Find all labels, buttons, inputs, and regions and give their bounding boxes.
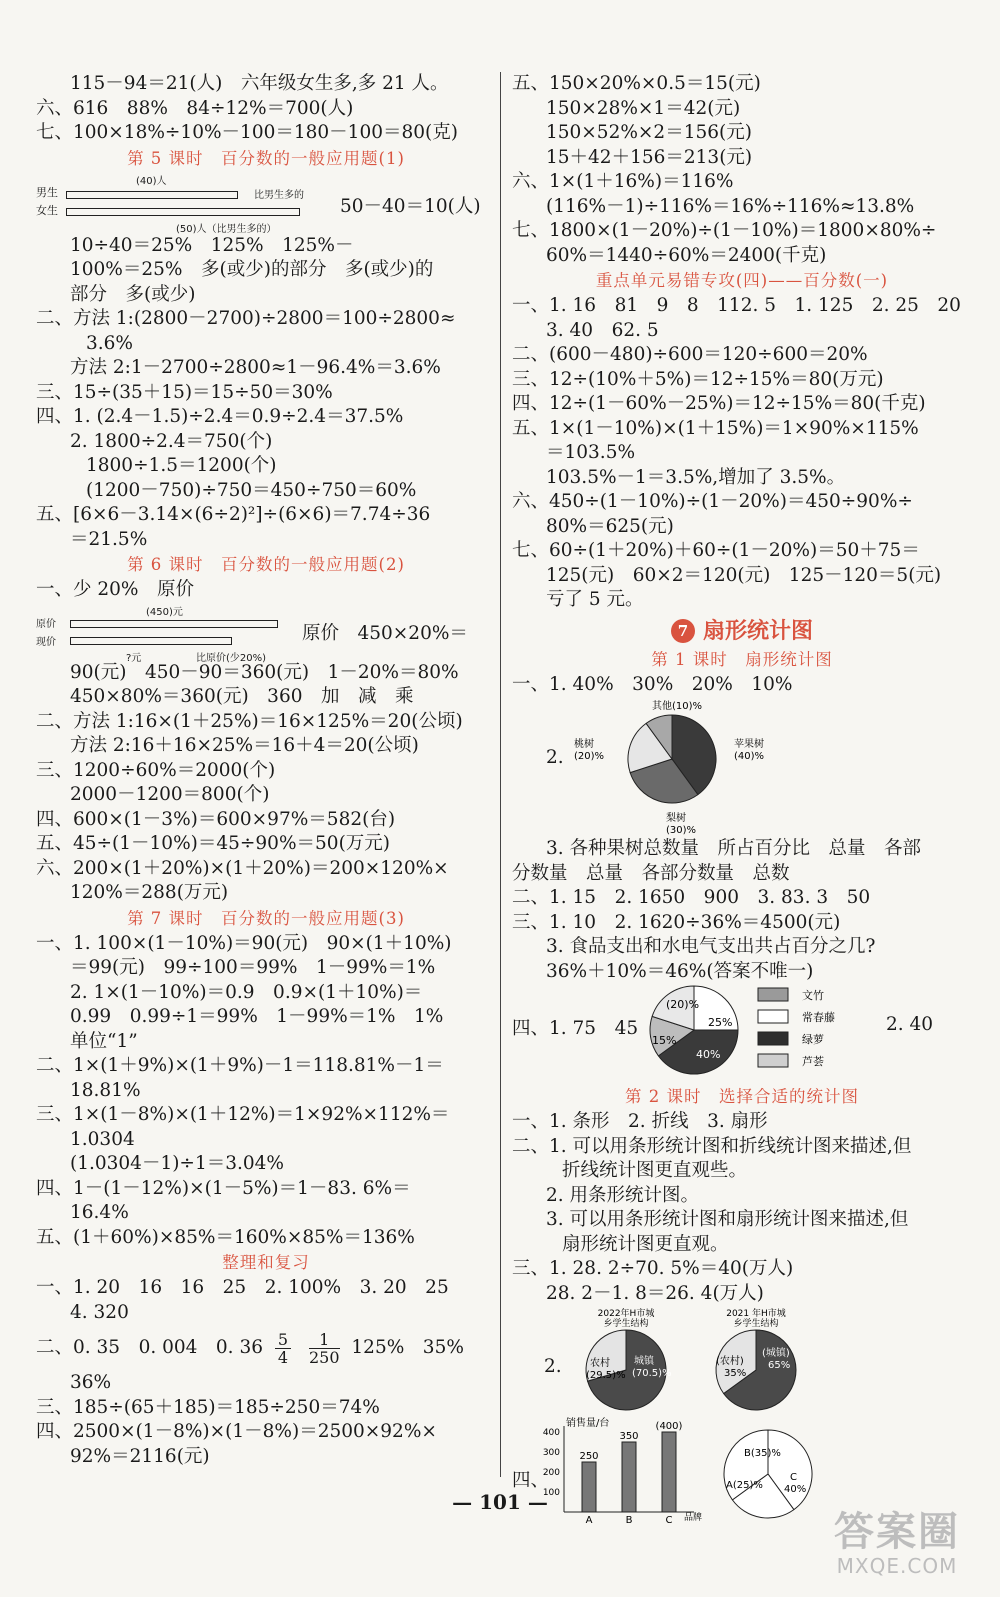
answer-line: 3. 40 62. 5: [546, 319, 659, 341]
answer-line: 二、1. 15 2. 1650 900 3. 83. 3 50: [512, 887, 871, 908]
diagram-label: 女生: [36, 203, 58, 217]
answer-line-fractions: [36, 1325, 496, 1371]
answer-line: 15＋42＋156＝213(元): [546, 146, 753, 168]
answer-line: 2000－1200＝800(个): [70, 784, 270, 805]
lesson-heading-5: 第 5 课时 百分数的一般应用题(1): [127, 148, 405, 168]
answer-line: 扇形统计图更直观。: [562, 1233, 729, 1255]
pie-label-peach: 桃树: [574, 739, 594, 750]
lesson-heading-1: 第 1 课时 扇形统计图: [651, 649, 833, 669]
diagram-label: (50)人（比男生多的）: [176, 223, 277, 235]
lesson-heading-2: 第 2 课时 选择合适的统计图: [625, 1087, 859, 1106]
answer-line: 方法 2:16＋16×25%＝16＋4＝20(公顷): [70, 735, 419, 756]
answer-line: 折线统计图更直观些。: [562, 1160, 748, 1181]
pie-title: 乡学生结构: [603, 1319, 649, 1329]
fraction: [309, 1331, 340, 1366]
pie-value-peach: (20)%: [574, 751, 605, 762]
y-tick-label: 400: [542, 1428, 560, 1438]
answer-line: 部分 多(或少): [70, 283, 196, 305]
answer-line: 10÷40＝25% 125% 125%－: [70, 234, 354, 256]
answer-line: 四、600×(1－3%)＝600×97%＝582(台): [36, 808, 396, 830]
fruit-tree-pie-chart: [562, 697, 862, 837]
diagram-label: 现价: [36, 636, 56, 648]
answer-line: (1200－750)÷750＝450÷750＝60%: [86, 479, 417, 501]
pie-slices: [628, 715, 716, 803]
answer-line: 3. 可以用条形统计图和扇形统计图来描述,但: [546, 1209, 909, 1230]
segment-diagram-5: [36, 172, 496, 234]
diagram-label: ?元: [126, 652, 142, 664]
answer-line: 二、方法 1:(2800－2700)÷2800＝100÷2800≈: [36, 308, 456, 329]
answer-line: 120%＝288(万元): [70, 882, 229, 903]
fraction: [275, 1331, 291, 1366]
legend-swatch: [758, 1054, 788, 1067]
answer-line: 三、1. 28. 2÷70. 5%＝40(万人): [512, 1258, 794, 1279]
pie-value: (20)%: [666, 998, 700, 1011]
answer-line: 100%＝25% 多(或少)的部分 多(或少)的: [70, 259, 434, 280]
answer-line: 四、2500×(1－8%)×(1－8%)＝2500×92%×: [36, 1421, 437, 1442]
answer-line: 4. 320: [70, 1301, 129, 1323]
plant-pie-figure: [512, 984, 972, 1084]
pie-value-urban: (70.5)%: [632, 1368, 672, 1379]
page-number: — 101 —: [452, 1490, 548, 1514]
right-column: [512, 72, 972, 1528]
segment-diagram-6: [36, 603, 496, 664]
plant-pie-chart: [642, 984, 902, 1080]
answer-line: 三、185÷(65＋185)＝185÷250＝74%: [36, 1396, 380, 1418]
answer-line: 一、少 20% 原价: [36, 579, 195, 600]
bar-value-label: 250: [579, 1451, 599, 1462]
answer-line: 四、1. (2.4－1.5)÷2.4＝0.9÷2.4＝37.5%: [36, 406, 404, 427]
pie-value-apple: (40)%: [734, 751, 765, 762]
lesson-heading-6: 第 6 课时 百分数的一般应用题(2): [127, 555, 405, 574]
pie-label-c: C: [790, 1472, 797, 1483]
answer-line: 150×28%×1＝42(元): [546, 97, 741, 119]
answer-line: 三、1200÷60%＝2000(个): [36, 759, 276, 781]
y-tick-label: 100: [542, 1488, 560, 1498]
fraction-numerator: 1: [309, 1331, 340, 1349]
answer-line: 五、[6×6－3.14×(6÷2)²]÷(6×6)＝7.74÷36: [36, 504, 431, 525]
pie-label-urban: 城镇: [634, 1356, 654, 1367]
answer-line: ＝103.5%: [546, 442, 636, 463]
item-number: 四、: [512, 1470, 550, 1491]
diagram-bar: [66, 191, 238, 199]
pie-label-rural: 农村: [590, 1358, 610, 1369]
answer-line: 一、1. 条形 2. 折线 3. 扇形: [512, 1111, 768, 1132]
fraction-numerator: 5: [275, 1331, 291, 1349]
answer-line: 2. 1800÷2.4＝750(个): [70, 430, 273, 452]
answer-line: 92%＝2116(元): [70, 1445, 210, 1467]
pie-label-apple: 苹果树: [734, 739, 764, 750]
answer-text: 原价 450×20%＝: [302, 622, 468, 644]
fraction-denominator: 4: [277, 1347, 289, 1367]
pie-value: 25%: [708, 1016, 733, 1029]
legend-label: 芦荟: [802, 1055, 824, 1068]
y-tick-label: 300: [542, 1448, 560, 1458]
pie-value-pear: (30)%: [666, 825, 697, 836]
answer-line: 150×52%×2＝156(元): [546, 122, 752, 143]
answer-line: 七、60÷(1＋20%)＋60÷(1－20%)＝50＋75＝: [512, 540, 920, 561]
answer-line: 0.99 0.99÷1＝99% 1－99%＝1% 1%: [70, 1006, 444, 1027]
pie-label-other: 其他(10)%: [652, 701, 703, 712]
watermark-text: 答案圈: [834, 1509, 960, 1555]
answer-line: 一、1. 16 81 9 8 112. 5 1. 125 2. 25 20: [512, 295, 961, 316]
answer-text: 125% 35%: [351, 1337, 464, 1358]
answer-line: ＝99(元) 99÷100＝99% 1－99%＝1%: [70, 957, 436, 978]
left-column: [36, 72, 496, 1469]
answer-line: 103.5%－1＝3.5%,增加了 3.5%。: [546, 466, 846, 488]
fruit-tree-pie-figure: [512, 697, 972, 837]
answer-line: 亏了 5 元。: [546, 589, 644, 610]
answer-text: 四、1. 75 45: [512, 1018, 639, 1039]
fraction-denominator: 250: [308, 1347, 340, 1367]
student-structure-pie-charts: [562, 1306, 902, 1416]
answer-line: 2. 用条形统计图。: [546, 1184, 700, 1206]
diagram-bar: [66, 208, 300, 216]
answer-line: 二、1. 可以用条形统计图和折线统计图来描述,但: [512, 1135, 912, 1157]
diagram-label: 比原价(少20%): [196, 652, 267, 664]
answer-line: (116%－1)÷116%＝16%÷116%≈13.8%: [546, 195, 915, 217]
answer-line: 18.81%: [70, 1079, 141, 1101]
answer-line: 3.6%: [86, 332, 133, 354]
answer-line: ＝21.5%: [70, 528, 148, 550]
answer-line: 115－94＝21(人) 六年级女生多,多 21 人。: [70, 73, 449, 94]
answer-line: 单位“1”: [70, 1030, 138, 1052]
pie-value: 15%: [652, 1034, 677, 1047]
answer-line: 36%＋10%＝46%(答案不唯一): [546, 960, 814, 982]
error-topic-heading: 重点单元易错专攻(四)——百分数(一): [595, 271, 889, 290]
answer-line: 二、1×(1＋9%)×(1＋9%)－1＝118.81%－1＝: [36, 1055, 444, 1076]
answer-line: 分数量 总量 各部分数量 总数: [512, 862, 790, 884]
answer-line: 七、100×18%÷10%－100＝180－100＝80(克): [36, 122, 458, 143]
answer-line: 3. 各种果树总数量 所占百分比 总量 各部: [546, 838, 922, 859]
diagram-bar: [70, 637, 232, 645]
legend-swatch: [758, 1010, 788, 1023]
answer-line: 16.4%: [70, 1202, 129, 1223]
unit-number-badge: 7: [671, 619, 695, 643]
lesson-heading-7: 第 7 课时 百分数的一般应用题(3): [127, 908, 405, 928]
answer-line: 一、1. 20 16 16 25 2. 100% 3. 20 25: [36, 1277, 449, 1298]
answer-line: 二、方法 1:16×(1＋25%)＝16×125%＝20(公顷): [36, 710, 463, 732]
watermark-url: MXQE.COM: [836, 1554, 958, 1578]
answer-line: 80%＝625(元): [546, 515, 674, 537]
diagram-label: 男生: [36, 185, 58, 199]
answer-line: 五、1×(1－10%)×(1＋15%)＝1×90%×115%: [512, 417, 919, 439]
answer-text: 2. 40: [886, 1014, 934, 1035]
pie-label-pear: 梨树: [666, 813, 686, 824]
pie-title: 2021 年H市城: [726, 1309, 786, 1319]
diagram-bar: [70, 620, 278, 628]
answer-line: 125(元) 60×2＝120(元) 125－120＝5(元): [546, 564, 942, 586]
answer-line: 60%＝1440÷60%＝2400(千克): [546, 244, 827, 266]
answer-line: 六、1×(1＋16%)＝116%: [512, 171, 734, 192]
pie-value-c: 40%: [784, 1484, 807, 1495]
answer-line: 1.0304: [70, 1128, 135, 1150]
answer-line: 六、450÷(1－10%)÷(1－20%)＝450÷90%÷: [512, 491, 913, 512]
answer-line: (1.0304－1)÷1＝3.04%: [70, 1153, 284, 1174]
unit-title-text: 扇形统计图: [702, 617, 813, 644]
bar-value-label: 350: [619, 1431, 639, 1442]
diagram-label: 比男生多的: [254, 189, 304, 201]
answer-line: 三、12÷(10%＋5%)＝12÷15%＝80(万元): [512, 368, 884, 390]
legend-swatch: [758, 1032, 788, 1045]
legend-swatch: [758, 988, 788, 1001]
y-axis-label: 销售量/台: [566, 1418, 610, 1429]
pie-label-urban: (城镇): [762, 1348, 790, 1359]
answer-line: 一、1. 100×(1－10%)＝90(元) 90×(1＋10%): [36, 932, 452, 954]
legend: [758, 988, 835, 1068]
answer-line: 五、(1＋60%)×85%＝160%×85%＝136%: [36, 1226, 415, 1248]
answer-line: 三、15÷(35＋15)＝15÷50＝30%: [36, 381, 333, 403]
answer-text: 二、0. 35 0. 004 0. 36: [36, 1337, 263, 1358]
answer-line: 2. 1×(1－10%)＝0.9 0.9×(1＋10%)＝: [70, 981, 423, 1003]
pie-value: 40%: [696, 1048, 721, 1061]
diagram-label: 原价: [36, 618, 56, 630]
answer-line: 七、1800×(1－20%)÷(1－10%)＝1800×80%÷: [512, 220, 937, 241]
answer-line: 三、1×(1－8%)×(1＋12%)＝1×92%×112%＝: [36, 1104, 450, 1125]
item-number: 2.: [546, 747, 564, 768]
pie-value-urban: 65%: [768, 1360, 791, 1371]
diagram-label: (450)元: [146, 606, 183, 618]
answer-line: 一、1. 40% 30% 20% 10%: [512, 673, 793, 695]
answer-line: 四、1－(1－12%)×(1－5%)＝1－83. 6%＝: [36, 1177, 411, 1199]
x-tick-label: B: [625, 1515, 633, 1526]
pie-title: 乡学生结构: [733, 1319, 779, 1329]
answer-line: 450×80%＝360(元) 360 加 减 乘: [70, 686, 414, 707]
legend-label: 常春藤: [802, 1011, 835, 1024]
answer-line: 六、200×(1＋20%)×(1＋20%)＝200×120%×: [36, 857, 449, 879]
x-tick-label: C: [665, 1515, 673, 1526]
legend-label: 绿萝: [802, 1033, 824, 1046]
answer-line: 90(元) 450－90＝360(元) 1－20%＝80%: [70, 661, 459, 683]
student-structure-pies: [512, 1306, 972, 1416]
answer-line: 3. 食品支出和水电气支出共占百分之几?: [546, 936, 876, 957]
pie-value-rural: 35%: [724, 1368, 747, 1379]
legend-label: 文竹: [802, 989, 824, 1002]
answer-line: 1800÷1.5＝1200(个): [86, 455, 277, 476]
answer-text: 50－40＝10(人): [340, 195, 481, 217]
unit-title: [512, 613, 972, 647]
pie-label-b: B(35)%: [744, 1448, 781, 1459]
answer-line: 二、(600－480)÷600＝120÷600＝20%: [512, 344, 868, 365]
answer-line: 36%: [70, 1372, 112, 1393]
pie-title: 2022年H市城: [597, 1309, 655, 1319]
pie-value-rural: (29.5)%: [586, 1370, 626, 1381]
answer-line: 五、150×20%×0.5＝15(元): [512, 73, 761, 94]
bar-value-label: (400): [655, 1421, 683, 1432]
answer-line: 五、45÷(1－10%)＝45÷90%＝50(万元): [36, 833, 391, 854]
answer-line: 28. 2－1. 8＝26. 4(万人): [546, 1282, 764, 1304]
answer-line: 三、1. 10 2. 1620÷36%＝4500(元): [512, 911, 841, 933]
column-divider: [500, 72, 501, 1477]
x-tick-label: A: [585, 1515, 593, 1526]
diagram-label: (40)人: [136, 175, 167, 187]
watermark: [812, 1510, 982, 1588]
answer-line: 四、12÷(1－60%－25%)＝12÷15%＝80(千克): [512, 393, 926, 414]
x-axis-label: 品牌: [684, 1513, 703, 1523]
answer-line: 方法 2:1－2700÷2800≈1－96.4%＝3.6%: [70, 357, 441, 378]
pie-label-rural: (农村): [716, 1356, 744, 1367]
item-number: 2.: [544, 1356, 562, 1377]
y-tick-label: 200: [542, 1468, 560, 1478]
answer-line: 六、616 88% 84÷12%＝700(人): [36, 97, 354, 119]
review-heading: 整理和复习: [222, 1253, 310, 1272]
pie-label-a: A(25)%: [726, 1480, 763, 1491]
